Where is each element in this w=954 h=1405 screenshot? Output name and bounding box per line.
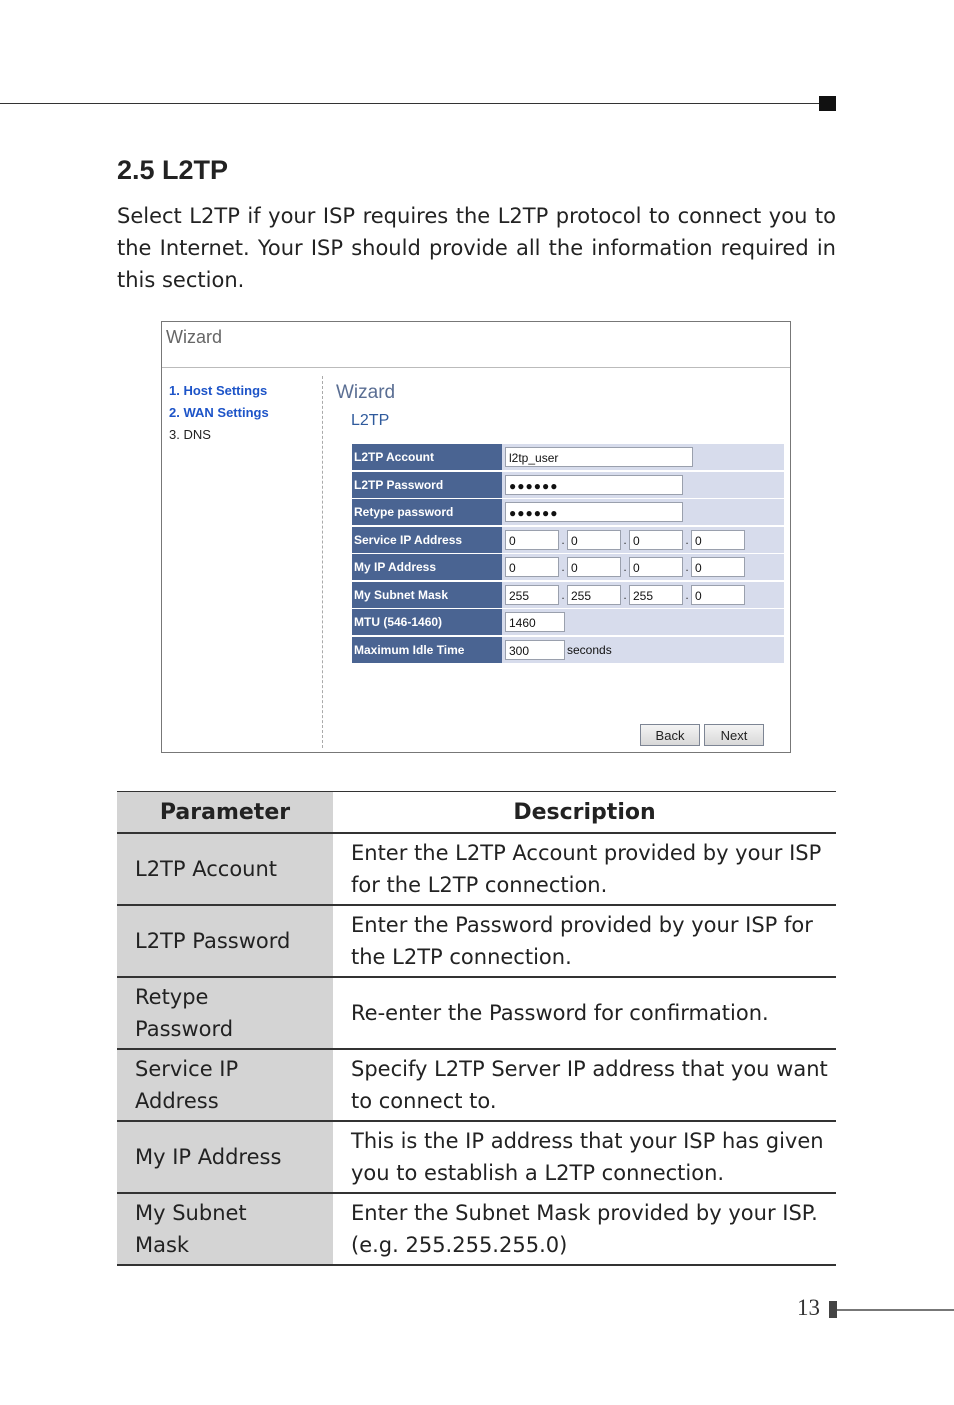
- my-ip-octet-3[interactable]: 0: [629, 557, 683, 577]
- param-cell: Retype Password: [117, 977, 333, 1049]
- table-row: [117, 833, 836, 905]
- section-title: 2.5 L2TP: [117, 155, 229, 185]
- l2tp-password-label: L2TP Password: [352, 472, 502, 498]
- ip-separator: .: [623, 532, 627, 547]
- back-button[interactable]: Back: [640, 724, 700, 746]
- wizard-screenshot: [161, 321, 791, 753]
- mtu-label: MTU (546-1460): [352, 609, 502, 635]
- description-cell: Specify L2TP Server IP address that you want to connect to.: [333, 1049, 836, 1121]
- idle-time-label: Maximum Idle Time: [352, 637, 502, 663]
- ip-separator: .: [685, 560, 689, 574]
- retype-password-input[interactable]: ●●●●●●: [505, 502, 683, 522]
- intro-paragraph: Select L2TP if your ISP requires the L2TP protocol to connect you to the Internet. Your ISP should provide all the information required in this section.: [117, 204, 836, 292]
- step-wan-settings[interactable]: 2. WAN Settings: [169, 405, 269, 420]
- subnet-mask-octet-1[interactable]: 255: [505, 585, 559, 605]
- my-ip-octet-4[interactable]: 0: [691, 557, 745, 577]
- form-row-retype-password: [352, 499, 784, 525]
- param-cell: L2TP Password: [117, 905, 333, 977]
- param-cell: My Subnet Mask: [117, 1193, 333, 1265]
- service-ip-octet-3[interactable]: 0: [629, 530, 683, 550]
- header-description: Description: [333, 792, 836, 834]
- wizard-subtitle: L2TP: [351, 412, 390, 429]
- next-button[interactable]: Next: [704, 724, 764, 746]
- top-rule: [0, 103, 820, 104]
- top-corner-marker: [819, 96, 836, 111]
- description-cell: Enter the Password provided by your ISP for the L2TP connection.: [333, 905, 836, 977]
- step-dns: 3. DNS: [169, 427, 211, 442]
- ip-separator: .: [561, 532, 565, 547]
- description-cell: Enter the Subnet Mask provided by your ISP. (e.g. 255.255.255.0): [333, 1193, 836, 1265]
- form-row-idle-time: [352, 637, 784, 663]
- ip-separator: .: [623, 560, 627, 574]
- parameter-table: [117, 791, 836, 1266]
- table-row: [117, 1193, 836, 1265]
- ip-separator: .: [685, 587, 689, 602]
- ip-separator: .: [685, 532, 689, 547]
- form-row-service-ip: [352, 527, 784, 553]
- form-row-my-ip: [352, 554, 784, 580]
- service-ip-octet-2[interactable]: 0: [567, 530, 621, 550]
- mtu-input[interactable]: 1460: [505, 612, 565, 632]
- wizard-vertical-divider: [322, 376, 323, 748]
- description-cell: This is the IP address that your ISP has given you to establish a L2TP connection.: [333, 1121, 836, 1193]
- subnet-mask-octet-2[interactable]: 255: [567, 585, 621, 605]
- service-ip-octet-1[interactable]: 0: [505, 530, 559, 550]
- param-cell: Service IP Address: [117, 1049, 333, 1121]
- subnet-mask-octet-4[interactable]: 0: [691, 585, 745, 605]
- my-ip-label: My IP Address: [352, 554, 502, 580]
- step-host-settings[interactable]: 1. Host Settings: [169, 383, 268, 398]
- wizard-title: Wizard: [336, 382, 396, 403]
- table-row: [117, 905, 836, 977]
- bottom-rule: [837, 1309, 954, 1311]
- form-row-l2tp-password: [352, 472, 784, 498]
- table-row: [117, 1121, 836, 1193]
- form-row-l2tp-account: [352, 444, 784, 470]
- bottom-marker: [829, 1301, 837, 1318]
- ip-separator: .: [623, 587, 627, 602]
- l2tp-form: [352, 444, 784, 664]
- wizard-header: Wizard: [166, 327, 223, 347]
- idle-time-unit: seconds: [567, 642, 612, 657]
- l2tp-account-label: L2TP Account: [352, 444, 502, 470]
- wizard-steps: [169, 380, 269, 446]
- table-row: [117, 977, 836, 1049]
- header-parameter: Parameter: [117, 792, 333, 834]
- my-ip-octet-2[interactable]: 0: [567, 557, 621, 577]
- service-ip-label: Service IP Address: [352, 527, 502, 553]
- my-ip-octet-1[interactable]: 0: [505, 557, 559, 577]
- service-ip-octet-4[interactable]: 0: [691, 530, 745, 550]
- retype-password-label: Retype password: [352, 499, 502, 525]
- page-number: 13: [797, 1295, 820, 1320]
- param-cell: My IP Address: [117, 1121, 333, 1193]
- ip-separator: .: [561, 587, 565, 602]
- idle-time-input[interactable]: 300: [505, 640, 565, 660]
- ip-separator: .: [561, 560, 565, 574]
- table-row: [117, 1049, 836, 1121]
- subnet-mask-octet-3[interactable]: 255: [629, 585, 683, 605]
- table-header-row: [117, 792, 836, 834]
- description-cell: Re-enter the Password for confirmation.: [333, 977, 836, 1049]
- l2tp-password-input[interactable]: ●●●●●●: [505, 475, 683, 495]
- subnet-mask-label: My Subnet Mask: [352, 582, 502, 608]
- wizard-header-divider: [162, 367, 790, 368]
- form-row-subnet-mask: [352, 582, 784, 608]
- param-cell: L2TP Account: [117, 833, 333, 905]
- l2tp-account-input[interactable]: l2tp_user: [505, 447, 693, 467]
- form-row-mtu: [352, 609, 784, 635]
- description-cell: Enter the L2TP Account provided by your ISP for the L2TP connection.: [333, 833, 836, 905]
